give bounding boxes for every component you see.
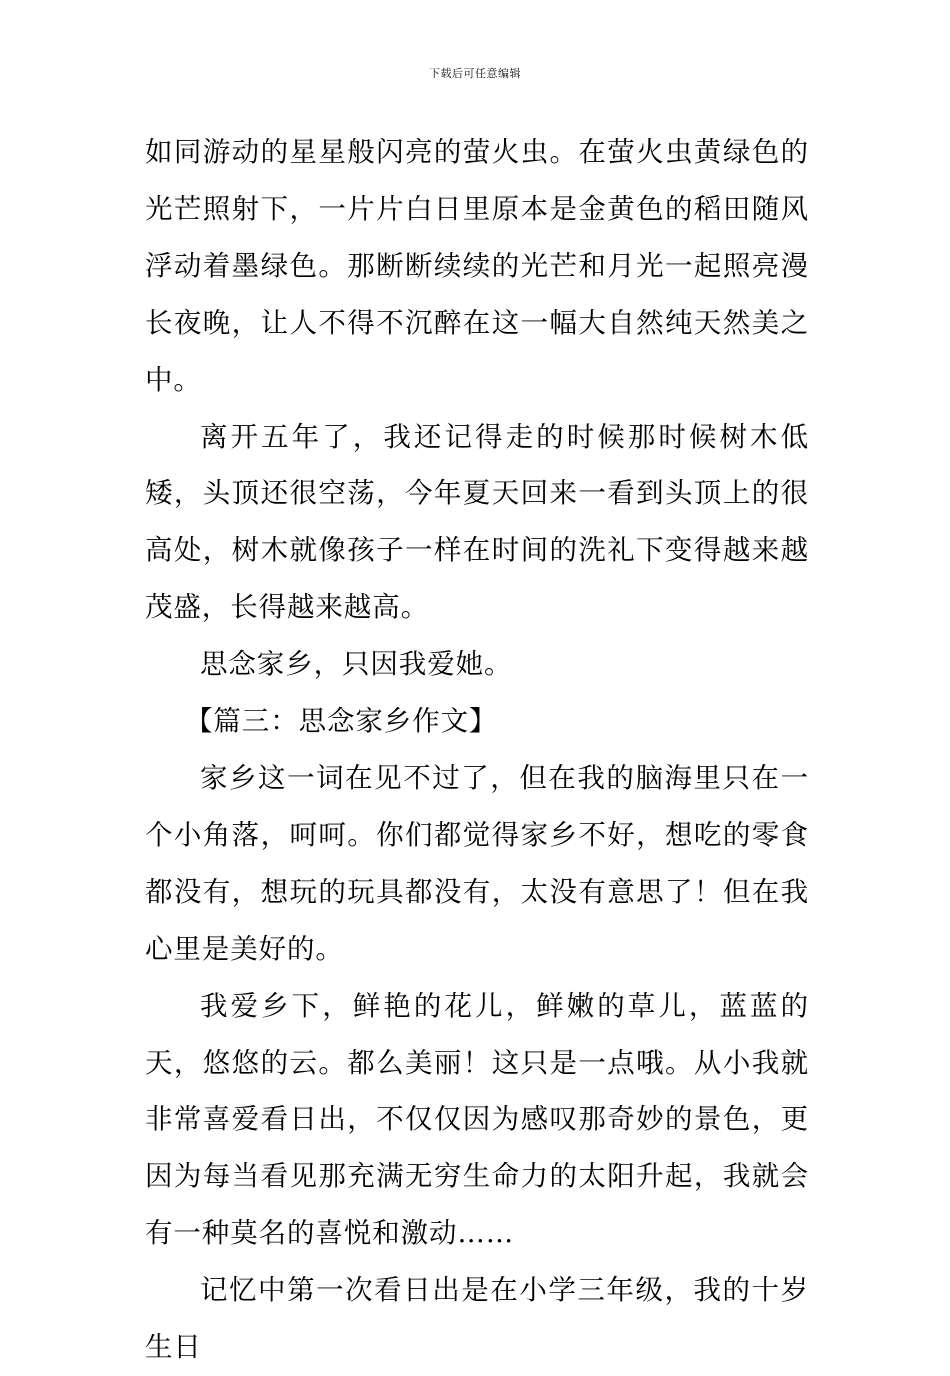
- section-heading: 【篇三：思念家乡作文】: [185, 705, 498, 738]
- document-body: [145, 124, 809, 1376]
- paragraph-countryside: 我爱乡下，鲜艳的花儿，鲜嫩的草儿，蓝蓝的天，悠悠的云。都么美丽！这只是一点哦。从小我就非常喜爱看日出，不仅仅因为感叹那奇妙的景色，更因为每当看见那充满无穷生命力的太阳升起，我就会有一种莫名的喜悦和激动……: [145, 989, 809, 1250]
- paragraph-missing-home: 思念家乡，只因我爱她。: [200, 648, 513, 681]
- paragraph-hometown-word: 家乡这一词在见不过了，但在我的脑海里只在一个小角落，呵呵。你们都觉得家乡不好，想吃的零食都没有，想玩的玩具都没有，太没有意思了！但在我心里是美好的。: [145, 761, 809, 965]
- paragraph-fireflies: 如同游动的星星般闪亮的萤火虫。在萤火虫黄绿色的光芒照射下，一片片白日里原本是金黄色的稻田随风浮动着墨绿色。那断断续续的光芒和月光一起照亮漫长夜晚，让人不得不沉醉在这一幅大自然纯天然美之中。: [145, 136, 809, 396]
- paragraph-first-sunrise: 记忆中第一次看日出是在小学三年级，我的十岁生日: [145, 1274, 809, 1364]
- page-header: 下载后可任意编辑: [429, 67, 521, 80]
- paragraph-trees: 离开五年了，我还记得走的时候那时候树木低矮，头顶还很空荡，今年夏天回来一看到头顶上的很高处，树木就像孩子一样在时间的洗礼下变得越来越茂盛，长得越来越高。: [145, 420, 809, 624]
